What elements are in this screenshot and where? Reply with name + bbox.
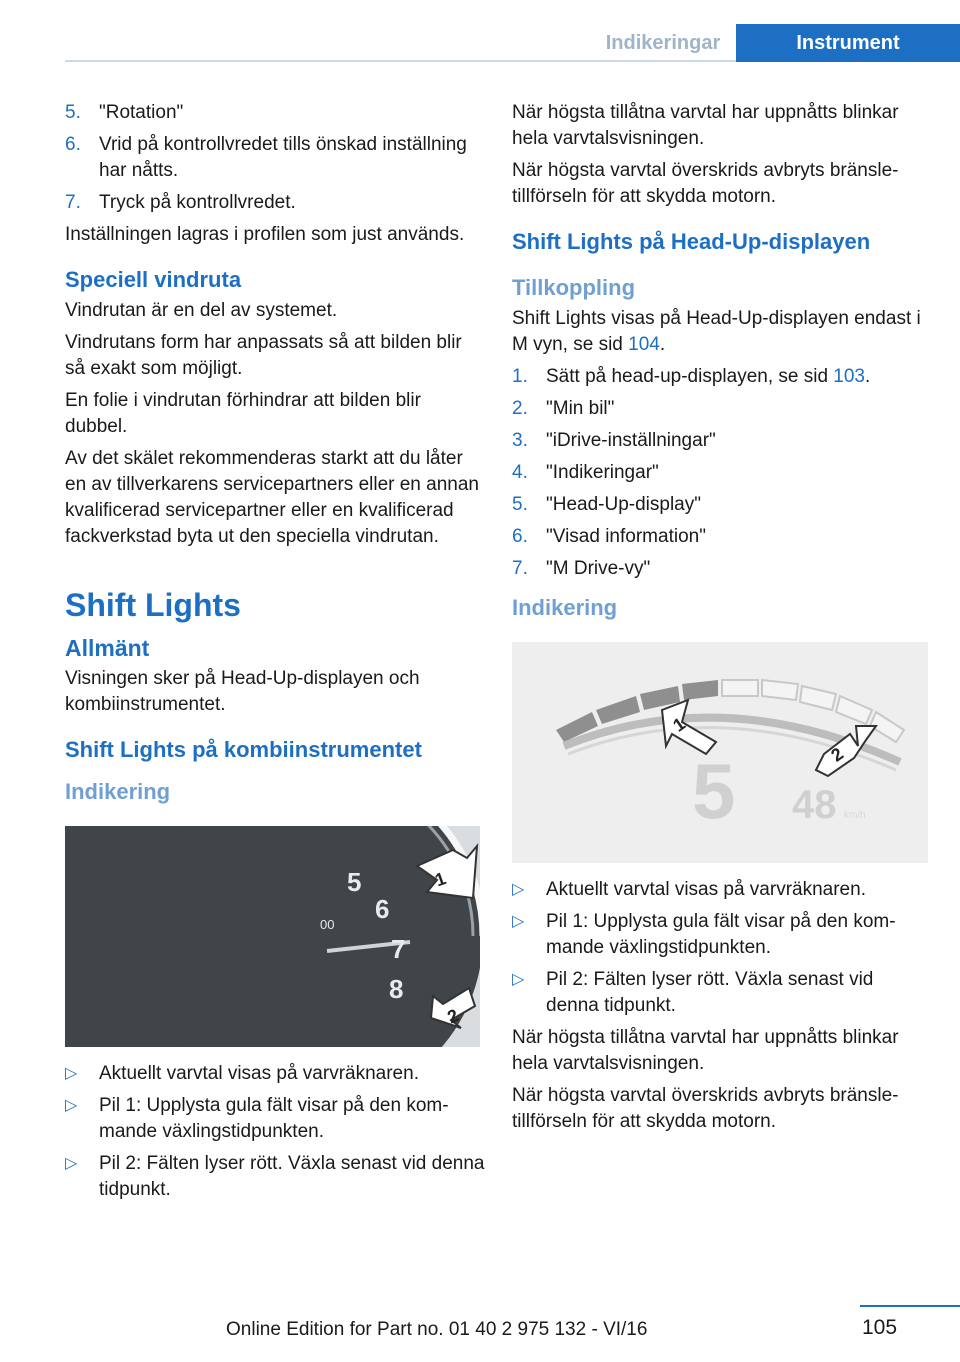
paragraph: Vindrutan är en del av systemet.: [65, 300, 338, 321]
heading-special-windshield: Speciell vindruta: [65, 267, 242, 292]
step-text: "Indikeringar": [546, 462, 659, 483]
arrow-number: 2: [444, 1005, 462, 1028]
paragraph: När högsta tillåtna varvtal har uppnåtts blinkar hela varvtalsvisningen.: [512, 102, 899, 149]
gauge-number: 6: [375, 894, 390, 924]
gauge-dial: [143, 826, 480, 1047]
tachometer-figure: [65, 826, 480, 1047]
right-column: [512, 100, 928, 1141]
step-text: "Visad information": [546, 526, 706, 547]
bullet-triangle-icon: ▷: [65, 1065, 78, 1082]
arrow-number: 1: [432, 868, 449, 891]
bullet-text: Pil 1: Upplysta gula fält visar på den kommande växlingstidpunkten.: [546, 911, 896, 958]
header-section-indikeringar[interactable]: Indikeringar: [605, 31, 721, 54]
paragraph: Av det skälet rekommenderas starkt att du låter en av tillverkarens servicepartners eller en annan kvalificerad servicepartner eller en kvalificerad fackverkstad byta ut den speciella vindrutan.: [65, 448, 479, 547]
step-text: "Min bil": [546, 398, 615, 419]
page-number: 105: [862, 1316, 898, 1339]
paragraph: Vindrutans form har anpassats så att bilden blir så exakt som möjligt.: [65, 332, 462, 379]
bullet-text: Aktuellt varvtal visas på varvräknaren.: [99, 1063, 419, 1084]
hud-figure: [512, 642, 928, 863]
paragraph: När högsta varvtal överskrids avbryts bränsletillförseln för att skydda motorn.: [512, 160, 899, 207]
step-text-end: .: [865, 366, 871, 387]
step-item: [512, 492, 928, 518]
heading-shift-lights: Shift Lights: [65, 587, 241, 623]
step-item: [512, 428, 928, 454]
gauge-number: 7: [391, 934, 406, 964]
paragraph: Visningen sker på Head-Up-displayen och kombiinstrumentet.: [65, 668, 420, 715]
header-section-instrument[interactable]: Instrument: [736, 24, 960, 62]
footer-edition: Online Edition for Part no. 01 40 2 975 132 - VI/16: [226, 1319, 648, 1340]
bullet-triangle-icon: ▷: [65, 1097, 78, 1114]
bullet-text: Pil 2: Fälten lyser rött. Växla senast vid denna tidpunkt.: [546, 969, 874, 1016]
step-text: "Head-Up-display": [546, 494, 701, 515]
step-number: 6.: [512, 526, 528, 547]
step-item: [512, 364, 928, 390]
paragraph: När högsta varvtal överskrids avbryts bränsletillförseln för att skydda motorn.: [512, 1085, 899, 1132]
step-number: 4.: [512, 462, 528, 483]
bullet-item: [65, 1093, 485, 1145]
gauge-number: 5: [347, 867, 362, 897]
arrow-number: 1: [669, 713, 690, 736]
heading-general: Allmänt: [65, 635, 150, 661]
step-item: [65, 100, 485, 126]
step-number: 7.: [512, 558, 528, 579]
paragraph: När högsta tillåtna varvtal har uppnåtts blinkar hela varvtalsvisningen.: [512, 1027, 899, 1074]
step-item: [65, 190, 485, 216]
heading-connect: Tillkoppling: [512, 275, 636, 300]
heading-hud-shift-lights: Shift Lights på Head-Up-displayen: [512, 229, 871, 254]
bullet-text: Aktuellt varvtal visas på varvräknaren.: [546, 879, 866, 900]
bullet-item: [65, 1151, 485, 1203]
heading-indication: Indikering: [512, 595, 618, 620]
step-item: [512, 396, 928, 422]
step-number: 2.: [512, 398, 528, 419]
page-link-103[interactable]: 103: [833, 366, 865, 387]
page-link-104[interactable]: 104: [628, 334, 660, 355]
left-column: [65, 100, 485, 1209]
bullet-item: [512, 877, 928, 903]
step-number: 3.: [512, 430, 528, 451]
connect-text-end: .: [659, 334, 666, 355]
hud-unit: km/h: [844, 810, 866, 821]
paragraph: Inställningen lagras i profilen som just används.: [65, 224, 465, 245]
step-text: "iDrive-inställningar": [546, 430, 716, 451]
bullet-triangle-icon: ▷: [512, 971, 525, 988]
step-item: [65, 132, 485, 184]
step-item: [512, 556, 928, 582]
bullet-item: [512, 909, 928, 961]
step-text-part: Sätt på head-up-displayen, se sid: [546, 366, 834, 387]
bullet-text: Pil 1: Upplysta gula fält visar på den kommande växlingstidpunkten.: [99, 1095, 449, 1142]
bullet-item: [512, 967, 928, 1019]
step-number: 7.: [65, 192, 81, 213]
step-item: [512, 460, 928, 486]
gauge-number: 8: [389, 974, 404, 1004]
hud-speed: 48: [792, 783, 837, 827]
bullet-triangle-icon: ▷: [512, 881, 525, 898]
step-number: 5.: [65, 102, 81, 123]
arrow-number: 2: [827, 743, 848, 766]
step-item: [512, 524, 928, 550]
gauge-small-number: 00: [320, 917, 335, 932]
step-number: 1.: [512, 366, 528, 387]
bullet-item: [65, 1061, 485, 1087]
step-text: [546, 364, 870, 390]
paragraph: En folie i vindrutan förhindrar att bilden blir dubbel.: [65, 390, 421, 437]
step-number: 6.: [65, 134, 81, 155]
footer-rule: [860, 1305, 960, 1307]
heading-cluster: Shift Lights på kombiinstrumentet: [65, 737, 422, 762]
step-text: "Rotation": [99, 102, 184, 123]
heading-indication: Indikering: [65, 779, 171, 804]
hud-gear: 5: [692, 747, 736, 835]
step-text: Tryck på kontrollvredet.: [99, 192, 296, 213]
step-text: Vrid på kontrollvredet tills önskad inställning har nåtts.: [99, 134, 467, 181]
bullet-text: Pil 2: Fälten lyser rött. Växla senast vid denna tidpunkt.: [99, 1153, 485, 1200]
connect-text: Shift Lights visas på Head-Up-displayen endast i M vyn, se sid: [512, 308, 921, 355]
paragraph: [512, 306, 928, 358]
bullet-triangle-icon: ▷: [512, 913, 525, 930]
step-text: "M Drive-vy": [546, 558, 651, 579]
step-number: 5.: [512, 494, 528, 515]
bullet-triangle-icon: ▷: [65, 1155, 78, 1172]
